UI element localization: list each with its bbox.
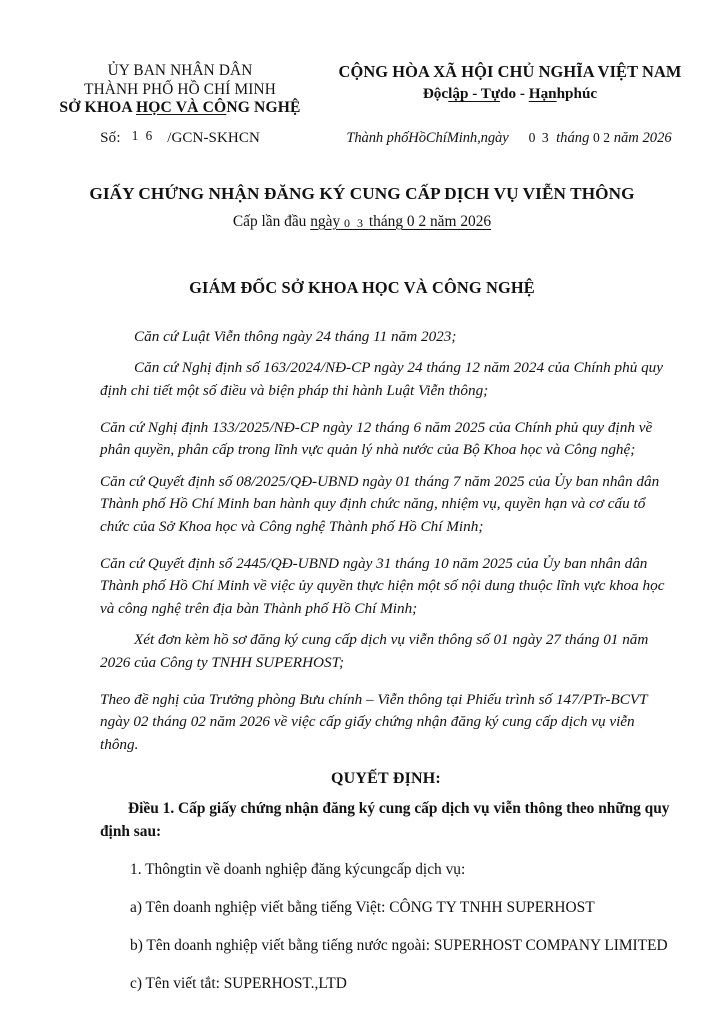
authority-line-1: ỦY BAN NHÂN DÂN [107,62,253,79]
issuing-authority-block [34,62,326,118]
issuer-title: GIÁM ĐỐC SỞ KHOA HỌC VÀ CÔNG NGHỆ [189,277,535,297]
authority-line-2: THÀNH PHỐ HỒ CHÍ MINH [84,80,276,98]
document-body [0,326,724,996]
legal-basis-item-6: Xét đơn kèm hồ sơ đăng ký cung cấp dịch vụ viễn thông số 01 ngày 27 tháng 01 năm 2026 của Công ty TNHH SUPERHOST; [100,631,649,671]
department-name-underlined: HỌC VÀ CÔ [136,99,227,117]
issue-month-value: 0 2 [593,129,611,145]
clause-1a-vietnamese-name: a) Tên doanh nghiệp viết bằng tiếng Việt: CÔNG TY TNHH SUPERHOST [130,898,595,916]
subtitle-prefix: Cấp lần đầu [232,212,311,230]
issue-month-label: tháng [556,129,590,146]
issue-day-value: 0 3 [528,129,551,145]
place-and-date-block [326,130,690,147]
header-reference-row [0,118,724,147]
issue-year-value: 2026 [642,129,672,146]
motto-part-2: do - [500,85,529,102]
document-number-value: 1 6 [131,127,155,143]
clause-1-info-heading: 1. Thôngtin về doanh nghiệp đăng kýcungcấp dịch vụ: [130,860,466,878]
motto-underlined-2: Hạn [528,85,557,102]
issue-year-label: năm [613,129,639,146]
document-number-block [34,127,326,147]
department-name-suffix: NG NGHỆ [226,99,301,117]
certificate-title: GIẤY CHỨNG NHẬN ĐĂNG KÝ CUNG CẤP DỊCH VỤ VIỄN THÔNG [89,183,635,203]
motto-part-1: Độc [422,85,449,102]
motto-underlined-1: lập - Tự [448,85,501,102]
document-number-label: Số: [100,129,121,146]
department-name [34,99,326,118]
department-name-prefix: SỞ KHOA [59,99,136,117]
legal-basis-item-1: Căn cứ Luật Viễn thông ngày 24 tháng 11 năm 2023; [134,327,457,345]
decision-heading: QUYẾT ĐỊNH: [331,770,441,788]
certificate-subtitle [0,211,724,233]
subtitle-month-year: tháng 0 2 năm 2026 [368,212,492,230]
document-header [0,0,724,118]
clause-1b-foreign-name: b) Tên doanh nghiệp viết bằng tiếng nước ngoài: SUPERHOST COMPANY LIMITED [130,936,668,954]
subtitle-day-value: 0 3 [344,215,365,230]
legal-basis-item-5: Căn cứ Quyết định số 2445/QĐ-UBND ngày 31 tháng 10 năm 2025 của Ủy ban nhân dân Thành phố Hồ Chí Minh về việc ủy quyền thực hiện một số nội dung thuộc lĩnh vực khoa học và công nghệ trên địa bàn Thành phố Hồ Chí Minh; [100,554,665,617]
legal-basis-item-3: Căn cứ Nghị định 133/2025/NĐ-CP ngày 12 tháng 6 năm 2025 của Chính phủ quy định về phân quyền, phân cấp trong lĩnh vực quản lý nhà nước của Bộ Khoa học và Công nghệ; [100,418,653,459]
subtitle-ngay-label: ngày [310,212,341,230]
legal-basis-item-4: Căn cứ Quyết định số 08/2025/QĐ-UBND ngày 01 tháng 7 năm 2025 của Ủy ban nhân dân Thành phố Hồ Chí Minh ban hành quy định chức năng, nhiệm vụ, quyền hạn và cơ cấu tổ chức của Sở Khoa học và Công nghệ Thành phố Hồ Chí Minh; [100,472,660,535]
national-name: CỘNG HÒA XÃ HỘI CHỦ NGHĨA VIỆT NAM [338,62,682,81]
place-label: Thành phốHồChíMinh,ngày [346,129,509,146]
subtitle-date-fill [310,213,491,230]
clause-1c-abbreviated-name: c) Tên viết tắt: SUPERHOST.,LTD [130,974,347,992]
motto-part-3: hphúc [556,85,598,102]
legal-basis-item-2: Căn cứ Nghị định số 163/2024/NĐ-CP ngày 24 tháng 12 năm 2024 của Chính phủ quy định chi tiết một số điều và biện pháp thi hành Luật Viễn thông; [100,359,664,399]
legal-basis-item-7: Theo đề nghị của Trưởng phòng Bưu chính – Viễn thông tại Phiếu trình số 147/PTr-BCVT ngày 02 tháng 02 năm 2026 về việc cấp giấy chứng nhận đăng ký cung cấp dịch vụ viễn thông. [100,690,648,753]
document-number-suffix: /GCN-SKHCN [167,129,260,146]
national-motto [330,84,690,104]
article-1: Điều 1. Cấp giấy chứng nhận đăng ký cung cấp dịch vụ viễn thông theo những quy định sau: [100,800,670,840]
national-heading-block [326,62,690,104]
title-block [0,183,724,233]
